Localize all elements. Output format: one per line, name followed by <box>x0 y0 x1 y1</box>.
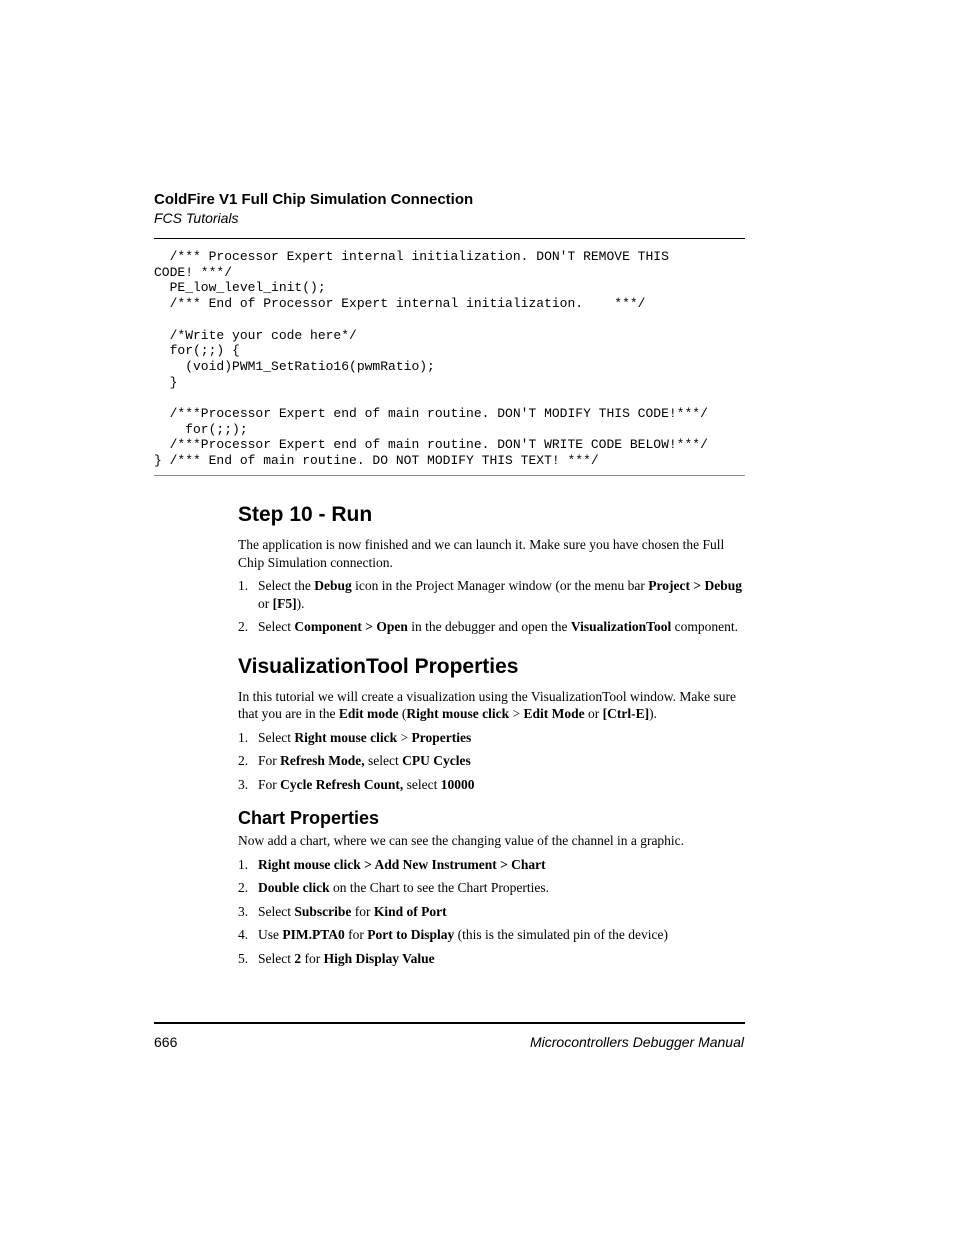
bold-text: PIM.PTA0 <box>282 927 345 942</box>
list-number: 1. <box>238 729 249 745</box>
bold-text: Project > Debug <box>648 578 742 593</box>
list-item <box>238 950 748 968</box>
text-run: > <box>397 729 412 745</box>
vt-properties-intro <box>238 688 748 723</box>
code-line: PE_low_level_init(); <box>154 280 326 296</box>
bold-text: Port to Display <box>367 927 455 942</box>
vt-properties-heading: VisualizationTool Properties <box>238 654 519 678</box>
main-content <box>238 502 748 973</box>
step-10-intro: The application is now finished and we can launch it. Make sure you have chosen the Full Chip Simulation connection. <box>238 537 725 570</box>
text-run: (this is the simulated pin of the device) <box>454 927 668 942</box>
list-number: 2. <box>238 880 249 895</box>
bold-text: CPU Cycles <box>402 753 471 768</box>
step-10-heading: Step 10 - Run <box>238 503 373 526</box>
list-item <box>238 856 748 874</box>
bold-text: Kind of Port <box>373 903 447 919</box>
text-run: Select <box>258 619 295 634</box>
list-number: 2. <box>238 753 249 768</box>
bold-text: Right mouse click <box>406 706 510 721</box>
bold-text: Cycle Refresh Count, <box>280 776 404 792</box>
chart-properties-heading: Chart Properties <box>238 808 380 828</box>
text-run: for <box>351 903 374 919</box>
text-run: component. <box>671 619 738 634</box>
list-number: 5. <box>238 950 249 966</box>
bold-text: Refresh Mode, <box>280 753 365 768</box>
list-item <box>238 776 748 794</box>
code-line: /*** End of Processor Expert internal initialization. ***/ <box>154 296 646 312</box>
list-number: 1. <box>238 856 249 872</box>
text-run: icon in the Project Manager window (or the menu bar <box>351 578 649 593</box>
bold-text: Double click <box>258 880 330 895</box>
vt-properties-list <box>238 729 748 794</box>
bold-text: High Display Value <box>323 950 435 966</box>
code-line: } /*** End of main routine. DO NOT MODIFY THIS TEXT! ***/ <box>154 453 599 469</box>
step-10-section <box>238 502 748 636</box>
list-item <box>238 729 748 747</box>
text-run: Select <box>258 903 295 919</box>
list-item <box>238 577 748 612</box>
code-line: for(;;) { <box>154 343 240 359</box>
vt-properties-section <box>238 654 748 794</box>
code-bottom-rule <box>154 475 745 476</box>
text-run: or <box>584 706 603 721</box>
manual-title: Microcontrollers Debugger Manual <box>530 1034 744 1050</box>
chart-properties-section <box>238 807 748 967</box>
code-line: /***Processor Expert end of main routine. DON'T WRITE CODE BELOW!***/ <box>154 437 708 453</box>
text-run: > <box>509 706 524 721</box>
text-run: ). <box>296 595 305 611</box>
bold-text: [F5] <box>272 595 297 611</box>
list-number: 2. <box>238 619 249 634</box>
text-run: for <box>344 927 368 942</box>
chart-properties-intro: Now add a chart, where we can see the changing value of the channel in a graphic. <box>238 833 685 848</box>
code-line: for(;;); <box>154 421 248 437</box>
list-item <box>238 752 748 770</box>
bold-text: 10000 <box>440 776 475 792</box>
list-item <box>238 903 748 921</box>
text-run: select <box>364 753 403 768</box>
chart-properties-list <box>238 856 748 968</box>
bold-text: VisualizationTool <box>570 619 672 634</box>
text-run: on the Chart to see the Chart Properties. <box>329 880 549 895</box>
text-run: Select the <box>258 578 315 593</box>
bold-text: Right mouse click > Add New Instrument > Chart <box>258 856 546 872</box>
text-run: For <box>258 753 281 768</box>
bold-text: Properties <box>411 729 472 745</box>
text-run: ). <box>649 706 657 721</box>
text-run: or <box>258 595 273 611</box>
bold-text: Edit Mode <box>523 706 585 721</box>
text-run: ( <box>398 706 407 721</box>
text-run: Select <box>258 950 295 966</box>
bold-text: [Ctrl-E] <box>602 706 650 721</box>
list-item <box>238 618 748 636</box>
list-number: 1. <box>238 578 249 593</box>
text-run: In this tutorial we will create a visualization using the VisualizationTool window. Make sure that you are in the <box>238 688 737 721</box>
text-run: Use <box>258 927 283 942</box>
text-run: select <box>403 776 441 792</box>
text-run: in the debugger and open the <box>407 619 571 634</box>
code-listing <box>154 249 708 469</box>
step-10-list <box>238 577 748 636</box>
code-line: /*Write your code here*/ <box>154 327 357 343</box>
list-number: 3. <box>238 776 249 792</box>
text-run: for <box>301 950 324 966</box>
footer-rule <box>154 1022 745 1024</box>
code-line: } <box>154 374 178 390</box>
page-number: 666 <box>154 1034 178 1050</box>
code-line: /***Processor Expert end of main routine. DON'T MODIFY THIS CODE!***/ <box>154 406 708 422</box>
code-line: /*** Processor Expert internal initialization. DON'T REMOVE THIS <box>154 249 669 264</box>
bold-text: Right mouse click <box>294 729 398 745</box>
code-line: CODE! ***/ <box>154 264 233 280</box>
bold-text: Subscribe <box>294 903 352 919</box>
bold-text: Debug <box>314 578 352 593</box>
bold-text: Component > Open <box>294 619 408 634</box>
bold-text: Edit mode <box>338 706 399 721</box>
text-run: Select <box>258 729 295 745</box>
list-number: 3. <box>238 903 249 919</box>
list-item <box>238 879 748 897</box>
header-rule <box>154 238 745 239</box>
header-subtitle: FCS Tutorials <box>154 210 239 226</box>
header-title: ColdFire V1 Full Chip Simulation Connection <box>154 191 474 208</box>
bold-text: 2 <box>294 950 302 966</box>
code-line: (void)PWM1_SetRatio16(pwmRatio); <box>154 358 435 374</box>
list-item <box>238 926 748 944</box>
text-run: For <box>258 776 281 792</box>
list-number: 4. <box>238 927 249 942</box>
